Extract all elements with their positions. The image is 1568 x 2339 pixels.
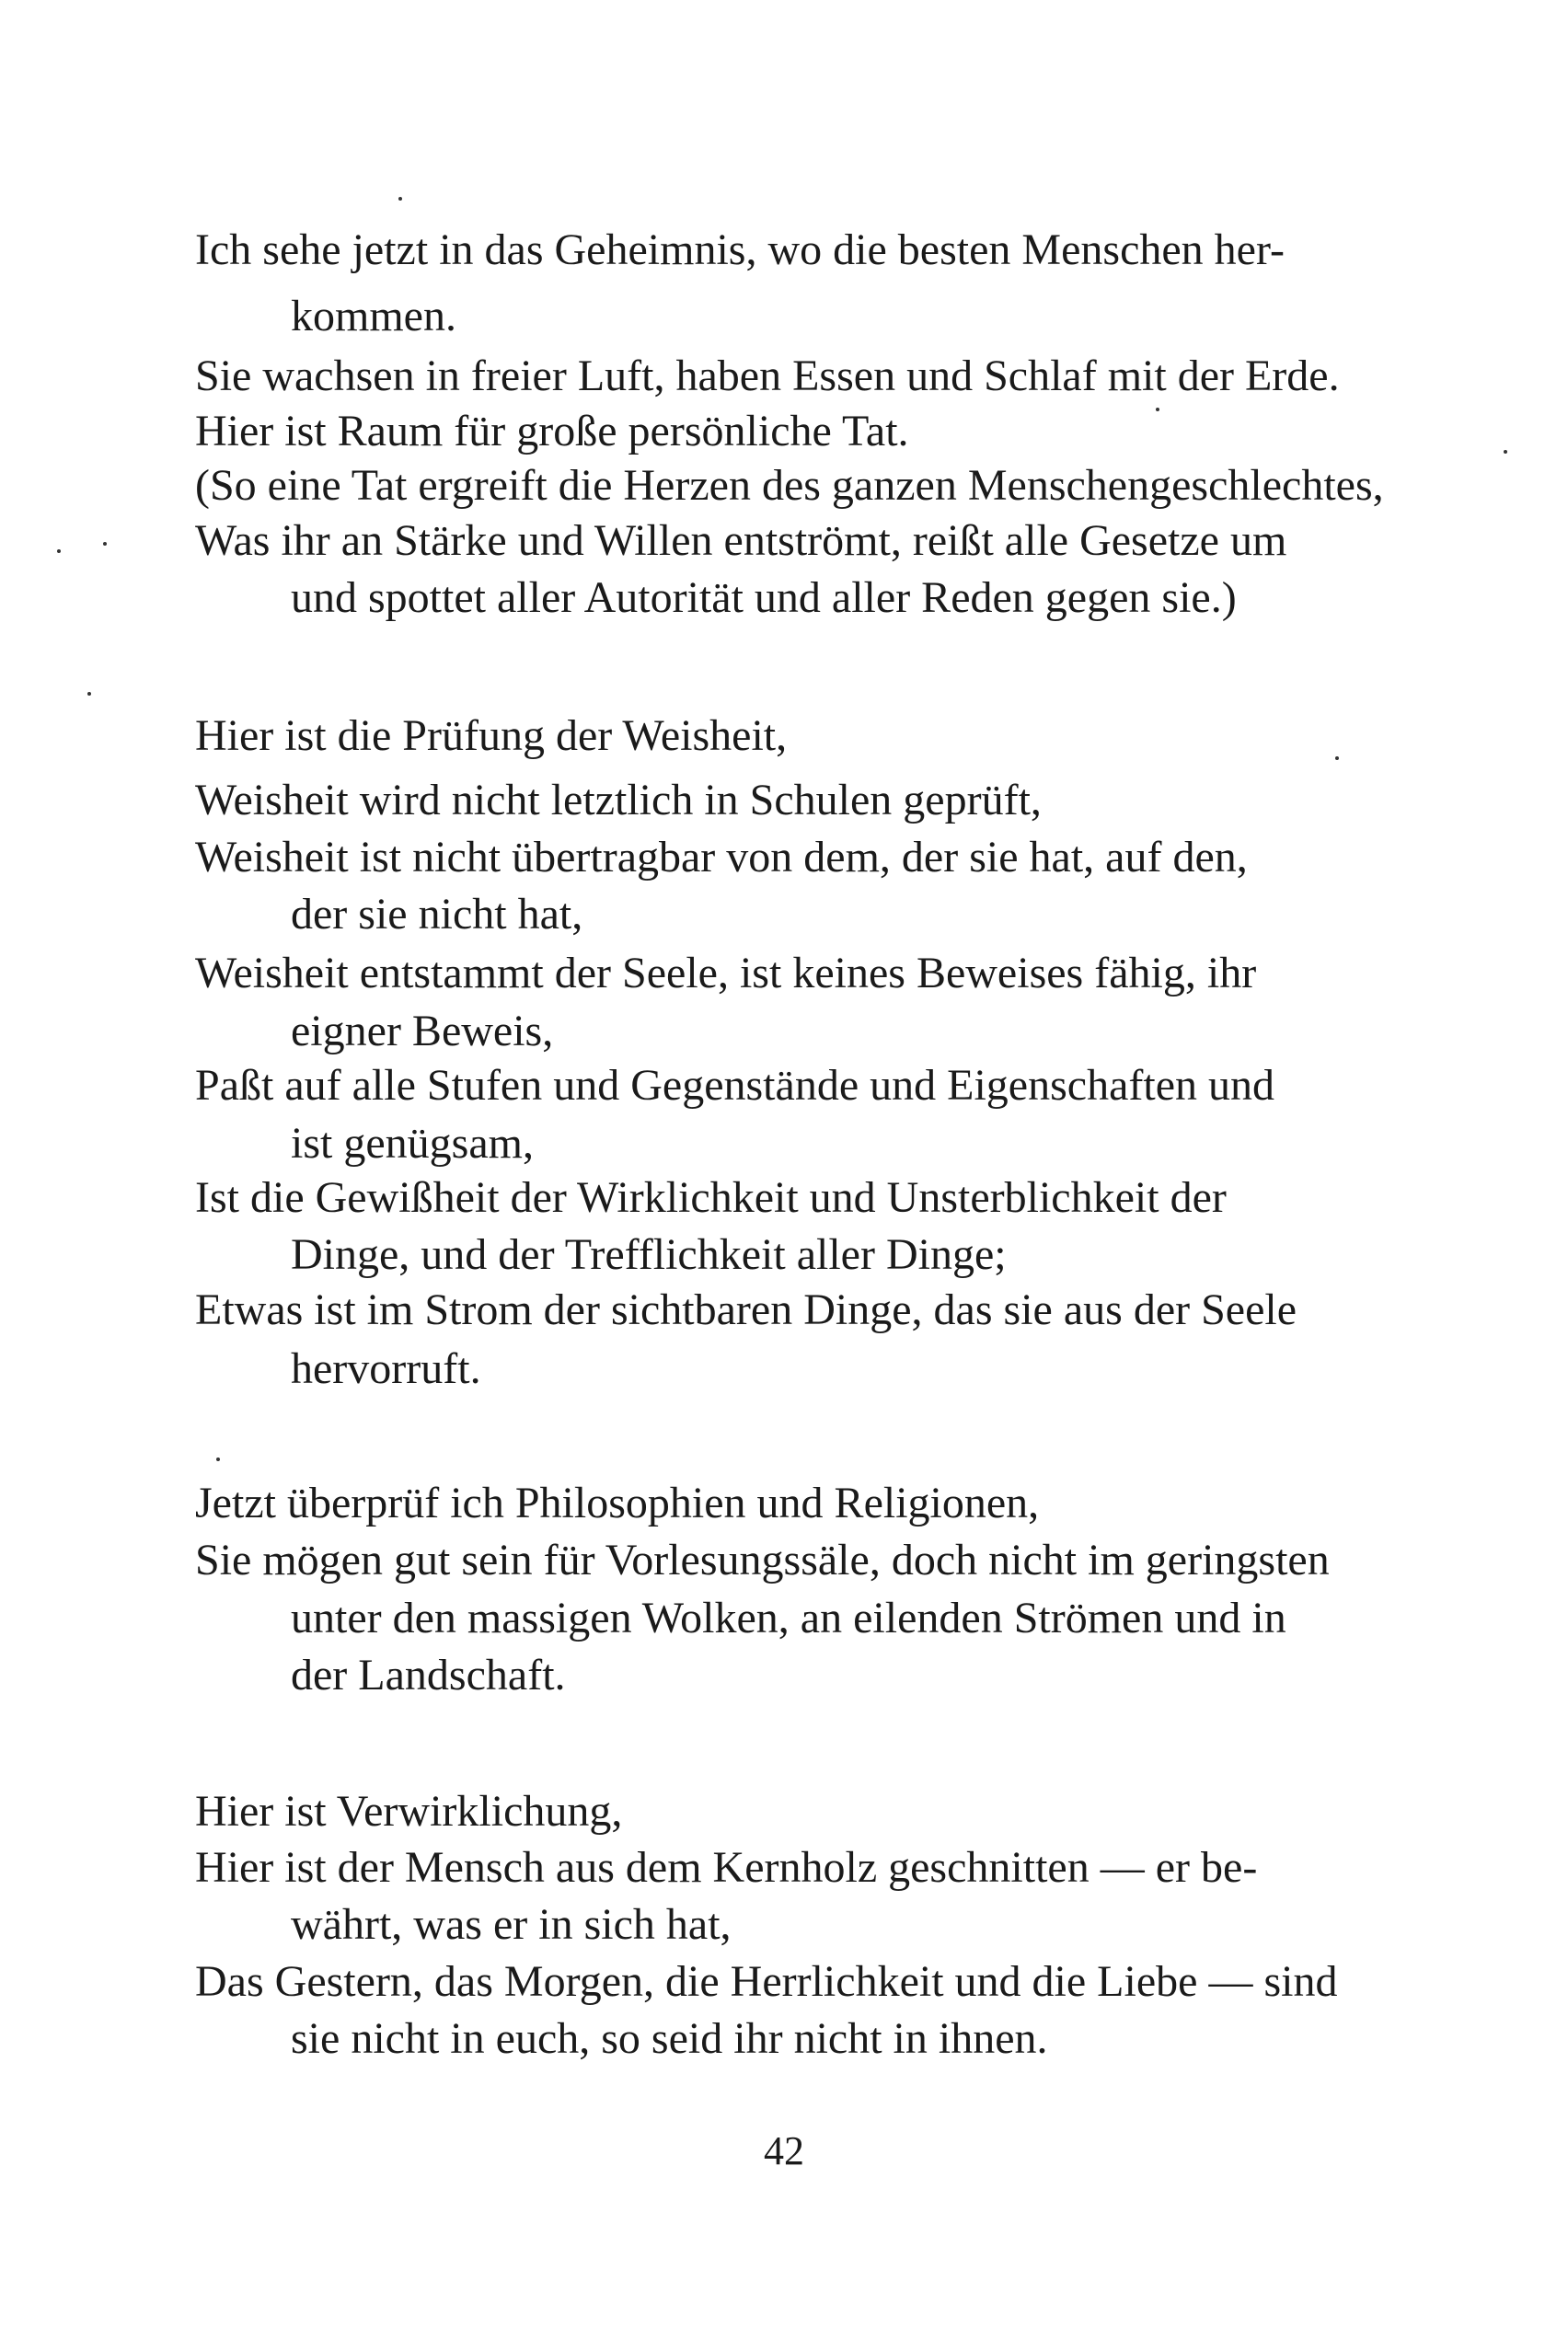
verse-line-continuation: unter den massigen Wolken, an eilenden Strömen und in — [291, 1594, 1286, 1642]
verse-line-continuation: und spottet aller Autorität und aller Reden gegen sie.) — [291, 573, 1237, 622]
verse-line: Weisheit wird nicht letztlich in Schulen geprüft, — [195, 776, 1042, 824]
verse-line: Ich sehe jetzt in das Geheimnis, wo die besten Menschen her- — [195, 225, 1285, 274]
verse-line-continuation: Dinge, und der Trefflichkeit aller Dinge; — [291, 1230, 1007, 1279]
verse-line-continuation: der sie nicht hat, — [291, 890, 583, 939]
verse-line: Weisheit entstammt der Seele, ist keines Beweises fähig, ihr — [195, 949, 1257, 997]
verse-line-continuation: kommen. — [291, 292, 456, 340]
verse-line: Hier ist Raum für große persönliche Tat. — [195, 407, 909, 455]
print-speck — [1504, 450, 1507, 454]
verse-line-continuation: hervorruft. — [291, 1344, 481, 1393]
verse-line-continuation: eigner Beweis, — [291, 1007, 554, 1055]
verse-line: Hier ist Verwirklichung, — [195, 1787, 623, 1836]
verse-line: Jetzt überprüf ich Philosophien und Religionen, — [195, 1479, 1040, 1527]
verse-line-continuation: sie nicht in euch, so seid ihr nicht in ihnen. — [291, 2014, 1048, 2063]
verse-line: Hier ist der Mensch aus dem Kernholz geschnitten — er be- — [195, 1843, 1258, 1892]
verse-line: Paßt auf alle Stufen und Gegenstände und Eigenschaften und — [195, 1061, 1274, 1110]
print-speck — [398, 197, 402, 201]
verse-line: Ist die Gewißheit der Wirklichkeit und Unsterblichkeit der — [195, 1173, 1227, 1222]
print-speck — [87, 692, 91, 696]
print-speck — [103, 542, 107, 546]
verse-line: Was ihr an Stärke und Willen entströmt, reißt alle Gesetze um — [195, 516, 1287, 565]
verse-line-continuation: währt, was er in sich hat, — [291, 1900, 732, 1949]
verse-line-continuation: der Landschaft. — [291, 1651, 566, 1700]
verse-line: Hier ist die Prüfung der Weisheit, — [195, 711, 788, 760]
verse-line: Etwas ist im Strom der sichtbaren Dinge, das sie aus der Seele — [195, 1285, 1297, 1334]
verse-line: Sie mögen gut sein für Vorlesungssäle, doch nicht im geringsten — [195, 1536, 1330, 1584]
page-number: 42 — [764, 2128, 804, 2173]
verse-line: Sie wachsen in freier Luft, haben Essen und Schlaf mit der Erde. — [195, 351, 1340, 400]
verse-line: (So eine Tat ergreift die Herzen des ganzen Menschengeschlechtes, — [195, 461, 1384, 510]
verse-line: Das Gestern, das Morgen, die Herrlichkeit und die Liebe — sind — [195, 1957, 1338, 2006]
verse-line: Weisheit ist nicht übertragbar von dem, der sie hat, auf den, — [195, 833, 1248, 881]
print-speck — [216, 1458, 220, 1461]
print-speck — [57, 549, 61, 553]
verse-line-continuation: ist genügsam, — [291, 1119, 534, 1168]
